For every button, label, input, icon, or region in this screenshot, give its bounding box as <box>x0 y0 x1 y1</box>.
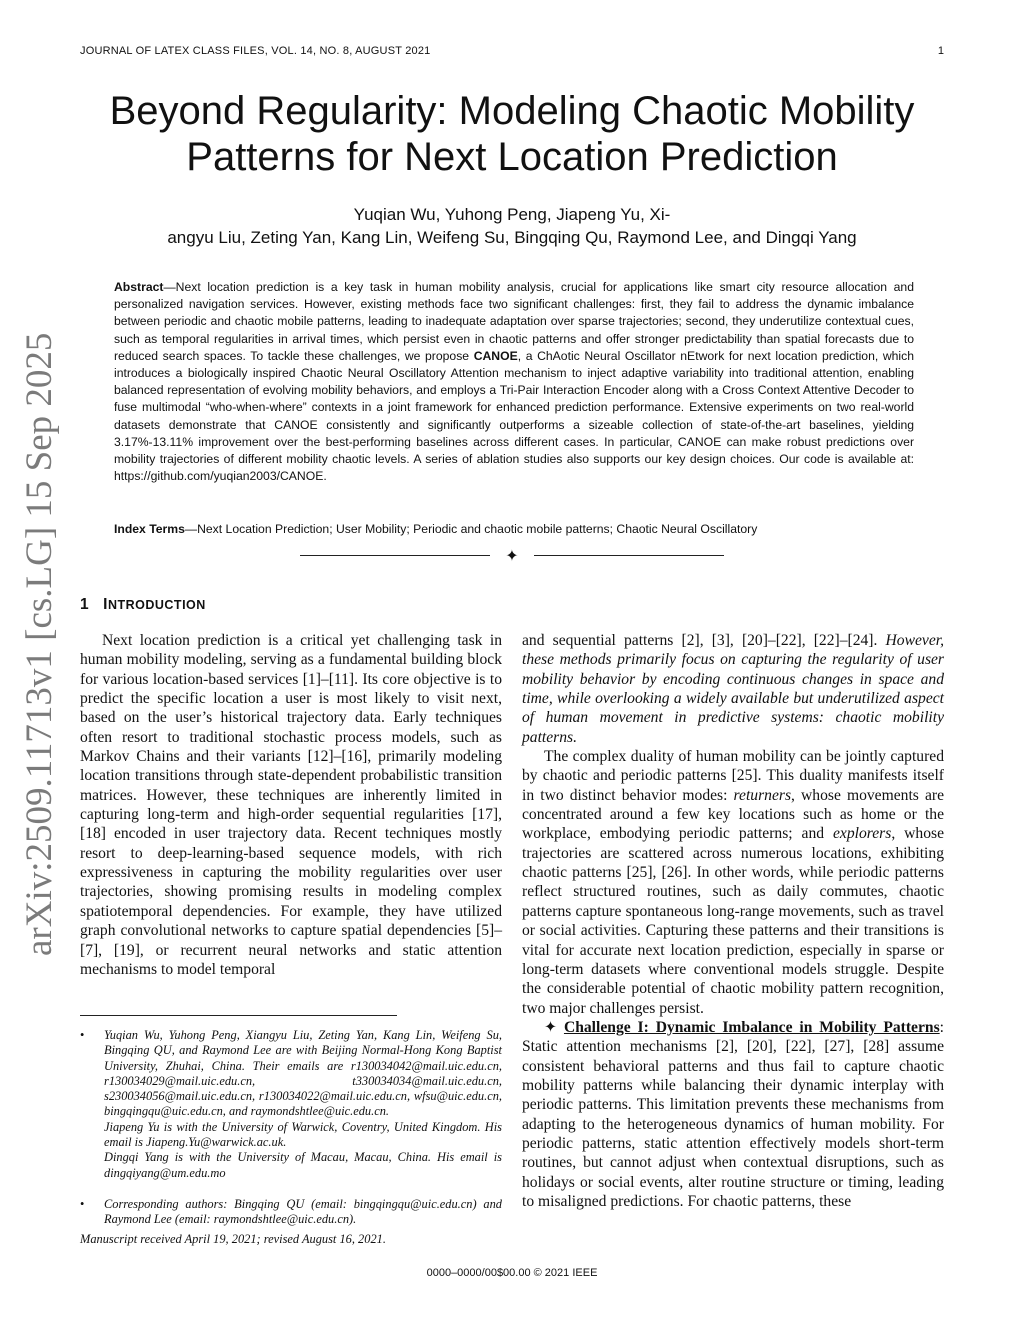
running-header: JOURNAL OF LATEX CLASS FILES, VOL. 14, NO. 8, AUGUST 2021 <box>80 45 431 57</box>
page-number: 1 <box>937 45 944 57</box>
page-footer: 0000–0000/00$00.00 © 2021 IEEE <box>426 1267 598 1279</box>
authors-line-1: Yuqian Wu, Yuhong Peng, Jiapeng Yu, Xi- <box>353 205 671 224</box>
title-line-2: Patterns for Next Location Prediction <box>186 135 838 179</box>
separator-diamond-icon: ✦ <box>505 548 519 565</box>
abstract-text-1: —Next location prediction is a key task in human mobility analysis, crucial for applications like smart city resource allocation and personalized navigation services. However, existing methods face two significant challenges: first, they fail to address the dynamic imbalance between periodic and chaotic mobile patterns, leading to inadequate adaptation over sparse trajectories; second, they underutilize contextual cues, such as temporal regularities in arrival times, which persist even in chaotic patterns and offer stronger predictability than spatial forecasts due to reduced search spaces. To tackle these challenges, we propose <box>114 280 914 363</box>
index-terms-text: —Next Location Prediction; User Mobility; Periodic and chaotic mobile patterns; Chaotic Neural Oscillatory <box>184 522 758 536</box>
arxiv-stamp[interactable]: arXiv:2509.11713v1 [cs.LG] 15 Sep 2025 <box>19 332 60 956</box>
footnote-rule <box>80 1015 397 1016</box>
term-returners: returners <box>733 786 792 804</box>
abstract <box>114 279 914 485</box>
separator-line-left <box>300 555 490 556</box>
model-name: CANOE <box>473 348 518 363</box>
paragraph-text: , whose trajectories are scattered across numerous locations, exhibiting chaotic patterns [25], [26]. In other words, while periodic patterns reflect structured routines, such as daily commutes, chaotic patterns capture spontaneous long-range movements, such as travel or social activities. Capturing these patterns and their transitions is vital for accurate next location prediction, especially in sparse or long-term datasets where conventional models struggle. Despite the considerable potential of chaotic mobility pattern recognition, two major challenges persist. <box>522 825 944 1017</box>
challenge-star-icon: ✦ <box>544 1018 564 1036</box>
challenge-title: Challenge I: Dynamic Imbalance in Mobility Patterns <box>563 1018 940 1036</box>
paragraph-text: : Static attention mechanisms [2], [20], [22], [27], [28] assume consistent behavioral patterns and thus fail to capture chaotic mobility patterns while balancing their dynamic interplay with periodic patterns. This limitation prevents these mechanisms from adapting to the heterogeneous dynamics of human mobility. For periodic patterns, static attention effectively models short-term routines, but cannot adjust when contextual disruptions, such as holidays or social events, alter routine structure or timing, leading to misaligned predictions. For chaotic patterns, these <box>522 1018 944 1210</box>
footnote-affiliations <box>80 1028 502 1181</box>
left-column <box>80 631 502 979</box>
paper-title <box>60 88 964 180</box>
term-explorers: explorers <box>832 825 892 843</box>
separator-line-right <box>534 555 724 556</box>
bullet-icon: • <box>80 1196 85 1211</box>
title-line-1: Beyond Regularity: Modeling Chaotic Mobility <box>109 89 915 133</box>
acronym-expansion: ChAotic Neural Oscillator nEtwork <box>537 348 725 363</box>
abstract-text-3: for next location prediction, which introduces a biologically inspired Chaotic Neural Oscillatory Attention mechanism to inject adaptive variability into traditional attention, enabling balanced representation of evolving mobility behaviors, and employs a Tri-Pair Interaction Encoder along with a Cross Context Attentive Decoder to fuse multimodal “who-when-where” contexts in a joint framework for enhanced prediction performance. Extensive experiments on two real-world datasets demonstrate that CANOE consistently and significantly outperforms a sizeable collection of state-of-the-art baselines, yielding 3.17%-13.11% improvement over the best-performing baselines across different cases. In particular, CANOE can make robust predictions over mobility trajectories of different mobility chaotic levels. A series of ablation studies also supports our key design choices. Our code is available at: https://github.com/yuqian2003/CANOE. <box>114 348 915 484</box>
intro-paragraph-2 <box>522 631 944 747</box>
right-column <box>522 631 944 1211</box>
challenge-paragraph <box>522 1018 944 1211</box>
section-number: 1 <box>80 596 90 613</box>
abstract-label: Abstract <box>114 280 164 294</box>
section-separator <box>300 548 724 564</box>
intro-paragraph-3 <box>522 747 944 1018</box>
emphasis-text: However, these methods primarily focus on capturing the regularity of user mobility behavior by encoding continuous changes in space and time, while overlooking a widely available but underutilized aspect of human movement in predictive systems: chaotic mobility patterns. <box>522 632 944 746</box>
paragraph-text: and sequential patterns [2], [3], [20]–[22], [22]–[24]. <box>522 632 886 649</box>
footnote-corresponding <box>80 1197 502 1228</box>
section-heading <box>80 596 206 614</box>
index-terms <box>114 521 914 538</box>
section-title-rest: NTRODUCTION <box>107 598 206 612</box>
intro-paragraph-1: Next location prediction is a critical yet challenging task in human mobility modeling, serving as a fundamental building block for various location-based services [1]–[11]. Its core objective is to predict the specific location a user is most likely to visit next, based on the user’s historical trajectory data. Early techniques often resort to traditional stochastic process models, such as Markov Chains and their variants [12]–[16], primarily modeling location transitions through state-dependent probabilistic transition matrices. However, these techniques are inherently limited in capturing long-term and high-order sequential regularities [17], [18] encoded in user trajectory data. Recent techniques mostly resort to deep-learning-based sequence models, with rich expressiveness in capturing the mobility regularities over user trajectories, showing promising results in modeling complex spatiotemporal dependencies. For example, they have utilized graph convolutional networks to capture spatial dependencies [5]–[7], [19], or recurrent neural networks and static attention mechanisms to model temporal <box>80 632 502 978</box>
footnote-text: Corresponding authors: Bingqing QU (email: bingqingqu@uic.edu.cn) and Raymond Lee (email: raymondshtlee@uic.edu.cn). <box>104 1196 502 1227</box>
author-list <box>100 203 924 249</box>
index-terms-label: Index Terms <box>114 522 185 536</box>
bullet-icon: • <box>80 1028 85 1042</box>
footnote-text: Dingqi Yang is with the University of Macau, Macau, China. His email is dingqiyang@um.edu.mo <box>104 1150 502 1180</box>
manuscript-note: Manuscript received April 19, 2021; revised August 16, 2021. <box>80 1232 386 1246</box>
footnotes <box>80 1028 502 1228</box>
authors-line-2: angyu Liu, Zeting Yan, Kang Lin, Weifeng Su, Bingqing Qu, Raymond Lee, and Dingqi Yang <box>167 228 857 247</box>
footnote-text: Yuqian Wu, Yuhong Peng, Xiangyu Liu, Zeting Yan, Kang Lin, Weifeng Su, Bingqing QU, and Raymond Lee are with Beijing Normal-Hong Kong Baptist University, Zhuhai, China. Their emails are r130034042@mail.uic.edu.cn, r130034029@mail.uic.edu.cn, t330034034@mail.uic.edu.cn, s230034056@mail.uic.edu.cn, r130034022@mail.uic.edu.cn, wfsu@uic.edu.cn, bingqingqu@uic.edu.cn, and raymondshtlee@uic.edu.cn. <box>104 1028 502 1119</box>
footnote-text: Jiapeng Yu is with the University of Warwick, Coventry, United Kingdom. His email is Jiapeng.Yu@warwick.ac.uk. <box>104 1119 502 1150</box>
paragraph-text: The complex duality of human mobility can be jointly captured by chaotic and periodic patterns [25]. This duality manifests itself in two distinct behavior modes: <box>522 748 944 804</box>
abstract-text-2: , a <box>517 348 538 363</box>
section-title-initial: I <box>103 596 108 613</box>
paragraph-text: , whose movements are concentrated around a few key locations such as home or the workplace, embodying periodic patterns; and <box>522 786 944 843</box>
